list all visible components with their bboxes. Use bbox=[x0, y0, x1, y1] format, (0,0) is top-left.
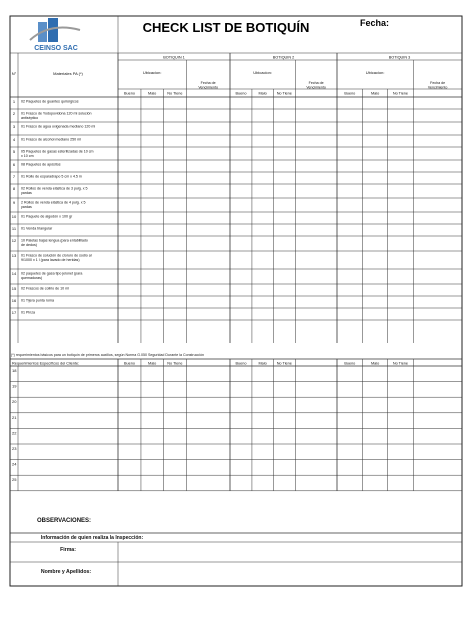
item-description: 01 Tijera punta roma bbox=[21, 298, 54, 303]
status-column-label: Malo bbox=[371, 361, 380, 366]
expiry-label: Fecha de bbox=[430, 81, 446, 85]
row-number: 19 bbox=[12, 383, 17, 389]
signature-label: Firma: bbox=[60, 547, 76, 553]
row-number: 14 bbox=[11, 271, 17, 276]
expiry-label: Fecha de bbox=[200, 81, 216, 85]
status-column-label: Malo bbox=[371, 91, 380, 96]
row-number: 13 bbox=[11, 253, 17, 258]
item-description: antiséptico bbox=[21, 115, 39, 120]
item-description: 01 Frasco de alcohol mediano 250 ml bbox=[21, 137, 81, 142]
company-logo bbox=[30, 18, 80, 52]
item-description: x 10 cm bbox=[21, 153, 34, 158]
item-description: 01 Pinza bbox=[21, 310, 35, 315]
name-label: Nombre y Apellidos: bbox=[40, 569, 92, 575]
item-description: 05 Paquetes de gasas esterilizadas de 10 cm bbox=[21, 149, 94, 154]
row-number: 1 bbox=[12, 99, 16, 104]
status-column-label: Malo bbox=[258, 361, 267, 366]
item-description: 02 Frascos de colirio de 10 ml bbox=[21, 286, 69, 291]
status-column-label: Malo bbox=[148, 91, 157, 96]
status-column-label: Bueno bbox=[344, 361, 356, 366]
row-number: 2 bbox=[12, 111, 16, 116]
row-number: 12 bbox=[11, 238, 17, 243]
row-number: 5 bbox=[12, 149, 16, 154]
status-column-label: Bueno bbox=[235, 361, 247, 366]
row-number: 9 bbox=[12, 200, 16, 205]
item-description: quemaduras) bbox=[21, 275, 43, 280]
row-number: 6 bbox=[12, 162, 16, 167]
item-description: 01 Paquete de algodón x 100 gr bbox=[21, 214, 73, 219]
status-column-label: Bueno bbox=[235, 91, 247, 96]
row-number: 11 bbox=[11, 226, 17, 231]
item-description: yardas bbox=[21, 204, 32, 209]
item-description: 08 Paquetes de apósitos bbox=[21, 162, 61, 167]
expiry-label: Fecha de bbox=[308, 81, 324, 85]
row-number: 20 bbox=[12, 399, 17, 405]
item-description: 01 Rollo de esparadrapo 5 cm x 4.5 m bbox=[21, 174, 82, 179]
inspection-footer bbox=[37, 518, 144, 575]
client-requirements-header: Requerimientos Específicos del Cliente: bbox=[12, 361, 80, 366]
status-column-label: No Tiene bbox=[276, 91, 292, 96]
kit-label: BOTIQUIN 2 bbox=[272, 55, 295, 60]
status-column-label: No Tiene bbox=[167, 91, 183, 96]
inspector-info-label: Información de quien realiza la Inspección: bbox=[40, 535, 144, 541]
kit-label: BOTIQUIN 1 bbox=[163, 55, 185, 60]
item-description: yardas bbox=[21, 190, 32, 195]
kit-label: BOTIQUIN 3 bbox=[388, 55, 411, 60]
row-number: 4 bbox=[12, 137, 16, 142]
observations-label: OBSERVACIONES: bbox=[36, 518, 92, 524]
expiry-label: Vencimiento bbox=[306, 85, 326, 90]
status-column-label: No Tiene bbox=[276, 361, 292, 366]
company-name: CEINSO SAC bbox=[34, 45, 78, 52]
item-description: 01 Venda triangular bbox=[21, 226, 53, 231]
status-column-label: Bueno bbox=[123, 91, 135, 96]
location-label: Ubicacion: bbox=[253, 70, 272, 75]
row-number: 8 bbox=[12, 186, 16, 191]
row-number: 7 bbox=[12, 174, 16, 179]
row-number: 22 bbox=[12, 430, 17, 436]
row-number: 24 bbox=[12, 461, 17, 467]
row-number: 18 bbox=[12, 368, 17, 373]
status-column-label: Bueno bbox=[123, 361, 135, 366]
item-description: 01 Frasco de solución de cloruro de sodio al bbox=[21, 253, 92, 258]
row-number: 10 bbox=[11, 214, 17, 219]
item-description: 02 Rollos de venda elástica de 3 pulg. x 5 bbox=[21, 186, 88, 191]
item-description: 02 paquetes de gasa tipo jelonet (para bbox=[21, 271, 83, 276]
status-column-label: Malo bbox=[258, 91, 267, 96]
item-rows bbox=[12, 99, 96, 315]
item-description: 02 Paquetes de guantes quirúrgicos bbox=[21, 99, 79, 104]
row-number: 15 bbox=[11, 286, 17, 291]
item-description: 9/1000 x 1 l (para lavado de heridas) bbox=[21, 257, 80, 262]
row-number: 17 bbox=[11, 310, 17, 315]
location-label: Ubicacion: bbox=[142, 70, 162, 75]
item-description: 10 Paletas bajas lengua (para entablillado bbox=[21, 238, 88, 243]
item-description: 01 Frasco de Yodopovidona 120 ml solución bbox=[21, 111, 92, 116]
column-headers bbox=[12, 56, 448, 96]
status-column-label: No Tiene bbox=[392, 91, 409, 96]
materials-column-header: Materiales PA (*) bbox=[53, 71, 83, 76]
page-title: CHECK LIST DE BOTIQUÍN bbox=[142, 20, 310, 35]
status-column-label: No Tiene bbox=[167, 361, 183, 366]
location-label: Ubicacion: bbox=[365, 70, 385, 75]
status-column-label: Bueno bbox=[344, 91, 356, 96]
row-number: 3 bbox=[12, 124, 16, 129]
row-number: 21 bbox=[12, 414, 17, 420]
footnote: (*) requerimientos básicos para un botiquín de primeros auxilios, según Norma G.050 Seguridad Durante la Construcción bbox=[11, 353, 204, 357]
item-description: 01 Frasco de agua oxigenada mediano 120 ml bbox=[21, 124, 96, 129]
date-label: Fecha: bbox=[360, 18, 390, 28]
item-description: 2 Rollos de venda elástica de 4 pulg. x 5 bbox=[21, 200, 86, 205]
expiry-label: Vencimiento bbox=[198, 85, 218, 90]
status-column-label: No Tiene bbox=[392, 361, 409, 366]
row-number: 16 bbox=[11, 298, 17, 303]
row-number: 25 bbox=[12, 477, 17, 483]
client-requirements bbox=[12, 362, 408, 483]
status-column-label: Malo bbox=[148, 361, 157, 366]
item-description: de dedos) bbox=[21, 242, 37, 247]
number-column-header: N° bbox=[11, 71, 17, 76]
expiry-label: Vencimiento bbox=[427, 85, 448, 90]
row-number: 23 bbox=[12, 446, 17, 451]
